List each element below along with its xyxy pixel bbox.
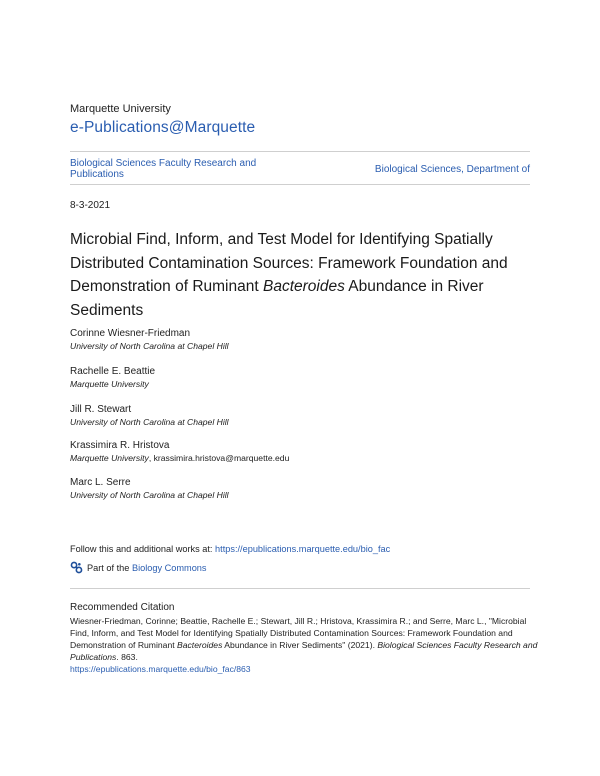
title-text-2: Abundance in River Sediments xyxy=(70,278,484,319)
title-italic-genus: Bacteroides xyxy=(262,278,345,295)
author-name: Rachelle E. Beattie xyxy=(70,366,156,377)
author-block xyxy=(70,477,229,501)
citation-divider xyxy=(70,588,530,589)
citation-italic-series: Biological Sciences Faculty Research and Publications xyxy=(70,640,538,662)
citation-body xyxy=(70,615,540,675)
repository-link[interactable]: e-Publications@Marquette xyxy=(70,119,256,136)
author-affiliation: University of North Carolina at Chapel Hill xyxy=(70,417,229,427)
collection-link-faculty-research[interactable]: Biological Sciences Faculty Research and Publications xyxy=(70,158,257,180)
author-block xyxy=(70,328,229,352)
biology-commons-link[interactable]: Biology Commons xyxy=(131,562,207,573)
author-email[interactable]: , krassimira.hristova@marquette.edu xyxy=(148,453,290,463)
author-name: Jill R. Stewart xyxy=(70,404,132,415)
author-block xyxy=(70,440,289,464)
author-affiliation xyxy=(70,452,289,464)
title-text-1: Microbial Find, Inform, and Test Model for Identifying Spatially Distributed Contamination Sources: Framework Foundation and Demonstration of Ruminant xyxy=(70,231,508,295)
author-affiliation: Marquette University xyxy=(70,379,149,389)
part-of-line xyxy=(70,561,207,574)
part-of-text: Part of the xyxy=(87,562,132,573)
commons-network-icon xyxy=(70,561,83,574)
citation-url-link[interactable]: https://epublications.marquette.edu/bio_fac/863 xyxy=(70,664,251,674)
institution-name: Marquette University xyxy=(70,103,171,115)
follow-url-link[interactable]: https://epublications.marquette.edu/bio_fac xyxy=(215,544,391,554)
follow-text: Follow this and additional works at: xyxy=(70,544,216,554)
citation-italic-genus: Bacteroides xyxy=(177,640,223,650)
author-affiliation: University of North Carolina at Chapel Hill xyxy=(70,341,229,351)
author-name: Marc L. Serre xyxy=(70,477,131,488)
author-block xyxy=(70,404,229,428)
top-divider xyxy=(70,151,530,152)
part-of-label xyxy=(87,563,207,573)
affiliation-text: Marquette University xyxy=(70,453,149,463)
recommended-citation-heading: Recommended Citation xyxy=(70,602,175,613)
paper-title xyxy=(70,228,530,322)
citation-text-1: Wiesner-Friedman, Corinne; Beattie, Rachelle E.; Stewart, Jill R.; Hristova, Krassimira R.; and Serre, Marc L., "Microbial Find, Inform, and Test Model for Identifying Spatially Distributed Contamination Sources: Framework Foundation and Demonstration of Ruminant xyxy=(70,616,527,650)
citation-text-3: . 863. xyxy=(116,652,138,662)
author-affiliation: University of North Carolina at Chapel Hill xyxy=(70,490,229,500)
author-name: Corinne Wiesner-Friedman xyxy=(70,328,191,339)
collection-link-department[interactable]: Biological Sciences, Department of xyxy=(374,164,530,175)
publication-date: 8-3-2021 xyxy=(70,200,111,211)
follow-line xyxy=(70,544,390,554)
author-name: Krassimira R. Hristova xyxy=(70,440,170,451)
citation-text-2: Abundance in River Sediments" (2021). xyxy=(222,640,378,650)
collection-divider xyxy=(70,184,530,185)
author-block xyxy=(70,366,155,390)
